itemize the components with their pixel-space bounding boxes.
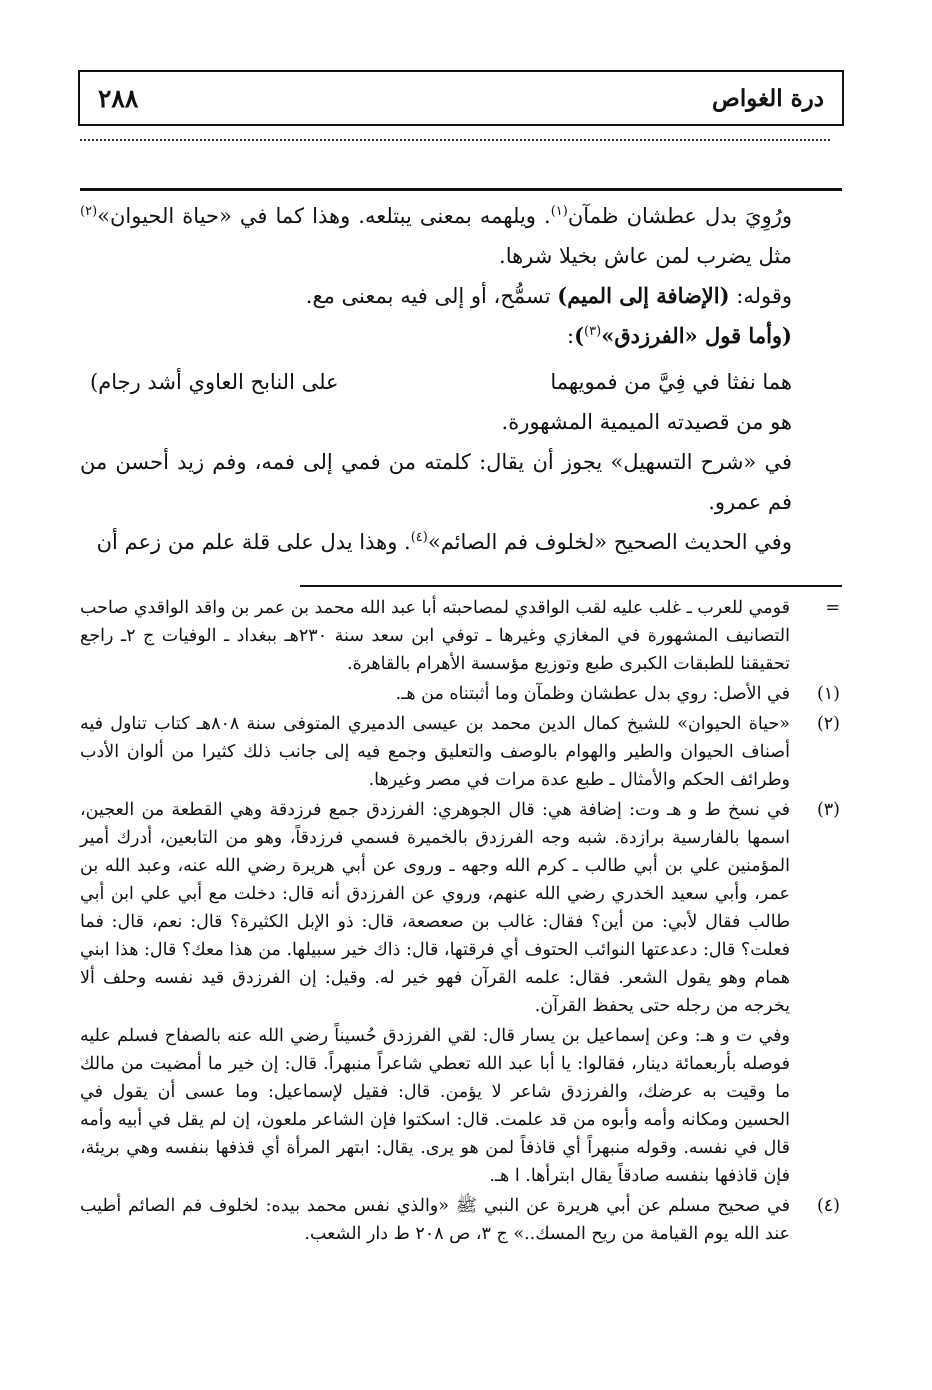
text-run: . وهذا يدل على قلة علم من زعم أن — [96, 530, 411, 554]
footnote-ref-2[interactable]: (٢) — [80, 204, 98, 219]
verse-first-hemistich: هما نفثا في فِيَّ من فمويهما — [550, 370, 792, 394]
footnote-ref-1[interactable]: (١) — [550, 204, 568, 219]
paragraph-1 — [80, 196, 842, 276]
footnote-text: في نسخ ط و هـ وت: إضافة هي: قال الجوهري: الفرزدق جمع فرزدقة وهي القطعة من العجين، اسمها بالفارسية برازدة. شبه وجه الفرزدق بالخميرة فسمي فرزدقاً، وهو من التابعين، أدرك أمير المؤمنين علي بن أبي طالب ـ كرم الله وجهه ـ وروى عن أبي هريرة رضي الله عنه، وعبد الله بن عمر، وأبي سعيد الخدري رضي الله عنهم، وروي عن الفرزدق أنه قال: دخلت مع أبي علي ابن أبي طالب فقال لأبي: من أين؟ فقال: غالب بن صعصعة، قال: ذو الإبل الكثيرة؟ قال: نعم، قال: فما فعلت؟ قال: دعدعتها النوائب الحتوف أي فرقتها، قال: ذاك خير سبيلها. من هذا معك؟ قال: هذا ابني همام وهو يقول الشعر. فقال: علمه القرآن فهو خير له. وقيل: إن الفرزدق قيد نفسه وحلف ألا يخرجه من رجله حتى يحفظ القرآن. — [80, 800, 790, 1016]
text-run: . ويلهمه بمعنى يبتلعه. وهذا كما في «حياة الحيوان» — [97, 204, 551, 228]
text-run: وقوله: — [729, 284, 792, 308]
paragraph-4: هو من قصيدته الميمية المشهورة. — [501, 410, 792, 434]
footnote-ref-4[interactable]: (٤) — [410, 530, 428, 545]
footnote-text: في صحيح مسلم عن أبي هريرة عن النبي ﷺ «والذي نفس محمد بيده: لخلوف فم الصائم أطيب عند الله يوم القيامة من ريح المسك..» ج ٣، ص ٢٠٨ ط دار الشعب. — [80, 1196, 790, 1244]
paragraph-2 — [80, 276, 842, 316]
footnotes — [80, 594, 842, 1250]
book-title: درة الغواص — [712, 84, 824, 112]
footnote-rule — [300, 585, 842, 587]
dotted-divider — [80, 135, 830, 141]
footnote-number: (١) — [816, 684, 840, 704]
footnote-1 — [80, 680, 842, 708]
poetry-verse — [80, 356, 842, 402]
footnote-2 — [80, 710, 842, 794]
text-run: وفي الحديث الصحيح «لخلوف فم الصائم» — [427, 530, 792, 554]
page-number: ٢٨٨ — [98, 83, 139, 113]
paragraph-6 — [80, 522, 842, 562]
footnote-text: وفي ت و هـ: وعن إسماعيل بن يسار قال: لقي الفرزدق حُسيناً رضي الله عنه بالصفاح فسلم عليه فوصله بأربعمائة دينار، فقالوا: يا أبا عبد الله تعطي شاعراً منبهراً. قال: إن خير ما أمضيت من مالك ما وقيت به عرضك، والفرزدق شاعر لا يؤمن. قال: فقيل لإسماعيل: وما عسى أن يقول في الحسين ومكانه وأمه وأبوه من قد علمت. قال: اسكتوا فإن الشاعر ملعون، إن لم يقل في أبيه وأمه قال في نفسه. وقوله منبهراً أي قاذفاً لمن هو يرى. يقال: ابتهر المرأة أي قذفها بنفسه وهي بريئة، فإن قاذفها بنفسه صادقاً يقال ابترأها. ا هـ. — [80, 1026, 790, 1186]
colon: : — [567, 324, 575, 348]
footnote-4 — [80, 1192, 842, 1248]
text-run: ورُوِيَ بدل عطشان ظمآن — [567, 204, 793, 228]
text-run: تسمُّح، أو إلى فيه بمعنى مع. — [305, 284, 558, 308]
text-run: مثل يضرب لمن عاش بخيلا شرها. — [499, 244, 792, 268]
footnote-number — [790, 1022, 842, 1190]
bold-term: (الإضافة إلى الميم) — [557, 283, 730, 308]
footnote-number: (٤) — [816, 1196, 840, 1216]
main-text — [80, 196, 842, 562]
footnote-3-continued — [80, 1022, 842, 1190]
footnote-text: في الأصل: روي بدل عطشان وظمآن وما أثبتناه من هـ. — [395, 684, 790, 704]
bold-close: ) — [574, 323, 585, 348]
paragraph-5: في «شرح التسهيل» يجوز أن يقال: كلمته من فمي إلى فمه، وفم زيد أحسن من فم عمرو. — [80, 450, 792, 514]
footnote-text: قومي للعرب ـ غلب عليه لقب الواقدي لمصاحبته أبا عبد الله محمد بن عمر بن واقد الواقدي صاحب التصانيف المشهورة في المغازي وغيرها ـ توفي ابن سعد سنة ٢٣٠هـ ببغداد ـ الوفيات ج ٢ـ راجع تحقيقنا للطبقات الكبرى طبع وتوزيع مؤسسة الأهرام بالقاهرة. — [80, 598, 790, 674]
running-header — [78, 70, 844, 126]
footnote-ref-3[interactable]: (٣) — [584, 324, 602, 339]
top-rule — [80, 188, 842, 191]
verse-second-hemistich: على النابح العاوي أشد رجام) — [90, 370, 339, 394]
bold-heading: (وأما قول «الفرزدق» — [601, 323, 792, 348]
continuation-marker: = — [825, 598, 840, 618]
footnote-number: (٣) — [816, 800, 840, 820]
footnote-continuation — [80, 594, 842, 678]
footnote-number: (٢) — [816, 714, 840, 734]
footnote-text: «حياة الحيوان» للشيخ كمال الدين محمد بن عيسى الدميري المتوفى سنة ٨٠٨هـ كتاب تناول فيه أصناف الحيوان والطير والهوام بالوصف والتعليق وجمع فيه إلى جانب ذلك كثيرا من ألوان الأدب وطرائف الحكم والأمثال ـ طبع عدة مرات في مصر وغيرها. — [80, 714, 791, 790]
footnote-3 — [80, 796, 842, 1020]
paragraph-3 — [80, 316, 842, 356]
